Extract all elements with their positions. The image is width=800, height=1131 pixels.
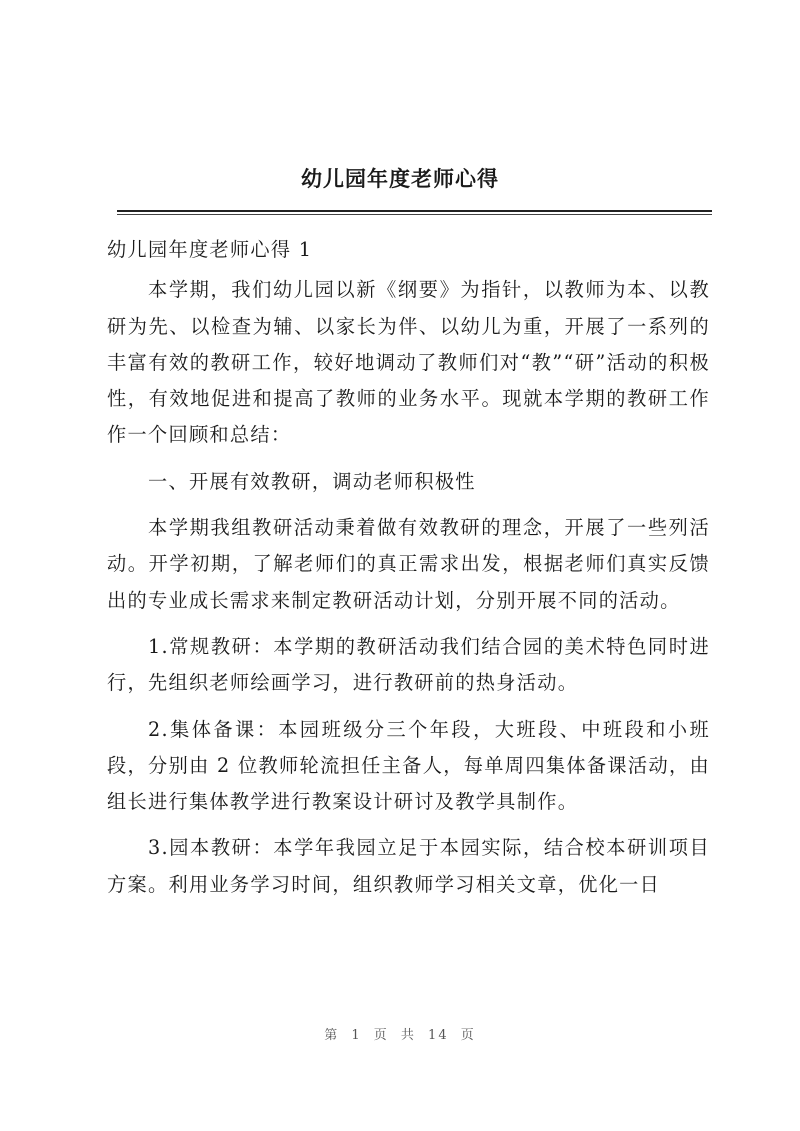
page-number-footer: 第 1 页 共 14 页 [324,1028,476,1043]
paragraph-intro: 本学期，我们幼儿园以新《纲要》为指针，以教师为本、以教研为先、以检查为辅、以家长为伴、以幼儿为重，开展了一系列的丰富有效的教研工作，较好地调动了教师们对“教”“研”活动的积极性，有效地促进和提高了教师的业务水平。现就本学期的教研工作作一个回顾和总结： [107,278,710,447]
paragraph-subheading: 一、开展有效教研，调动老师积极性 [148,469,476,493]
paragraph-item-3: 3.园本教研：本学年我园立足于本园实际，结合校本研训项目方案。利用业务学习时间，组织教师学习相关文章，优化一日 [107,836,710,896]
paragraph-activities: 本学期我组教研活动秉着做有效教研的理念，开展了一些列活动。开学初期，了解老师们的真正需求出发，根据老师们真实反馈出的专业成长需求来制定教研活动计划，分别开展不同的活动。 [107,516,710,612]
title-divider [117,210,712,212]
paragraph-item-1: 1.常规教研：本学期的教研活动我们结合园的美术特色同时进行，先组织老师绘画学习，进行教研前的热身活动。 [107,634,710,695]
page-title: 幼儿园年度老师心得 [301,166,499,191]
title-divider-thin [117,214,712,215]
section-heading: 幼儿园年度老师心得 1 [107,238,313,261]
paragraph-item-2: 2.集体备课：本园班级分三个年段，大班段、中班段和小班段，分别由 2 位教师轮流担任主备人，每单周四集体备课活动，由组长进行集体教学进行教案设计研讨及教学具制作。 [107,717,710,814]
document-body [107,232,710,913]
